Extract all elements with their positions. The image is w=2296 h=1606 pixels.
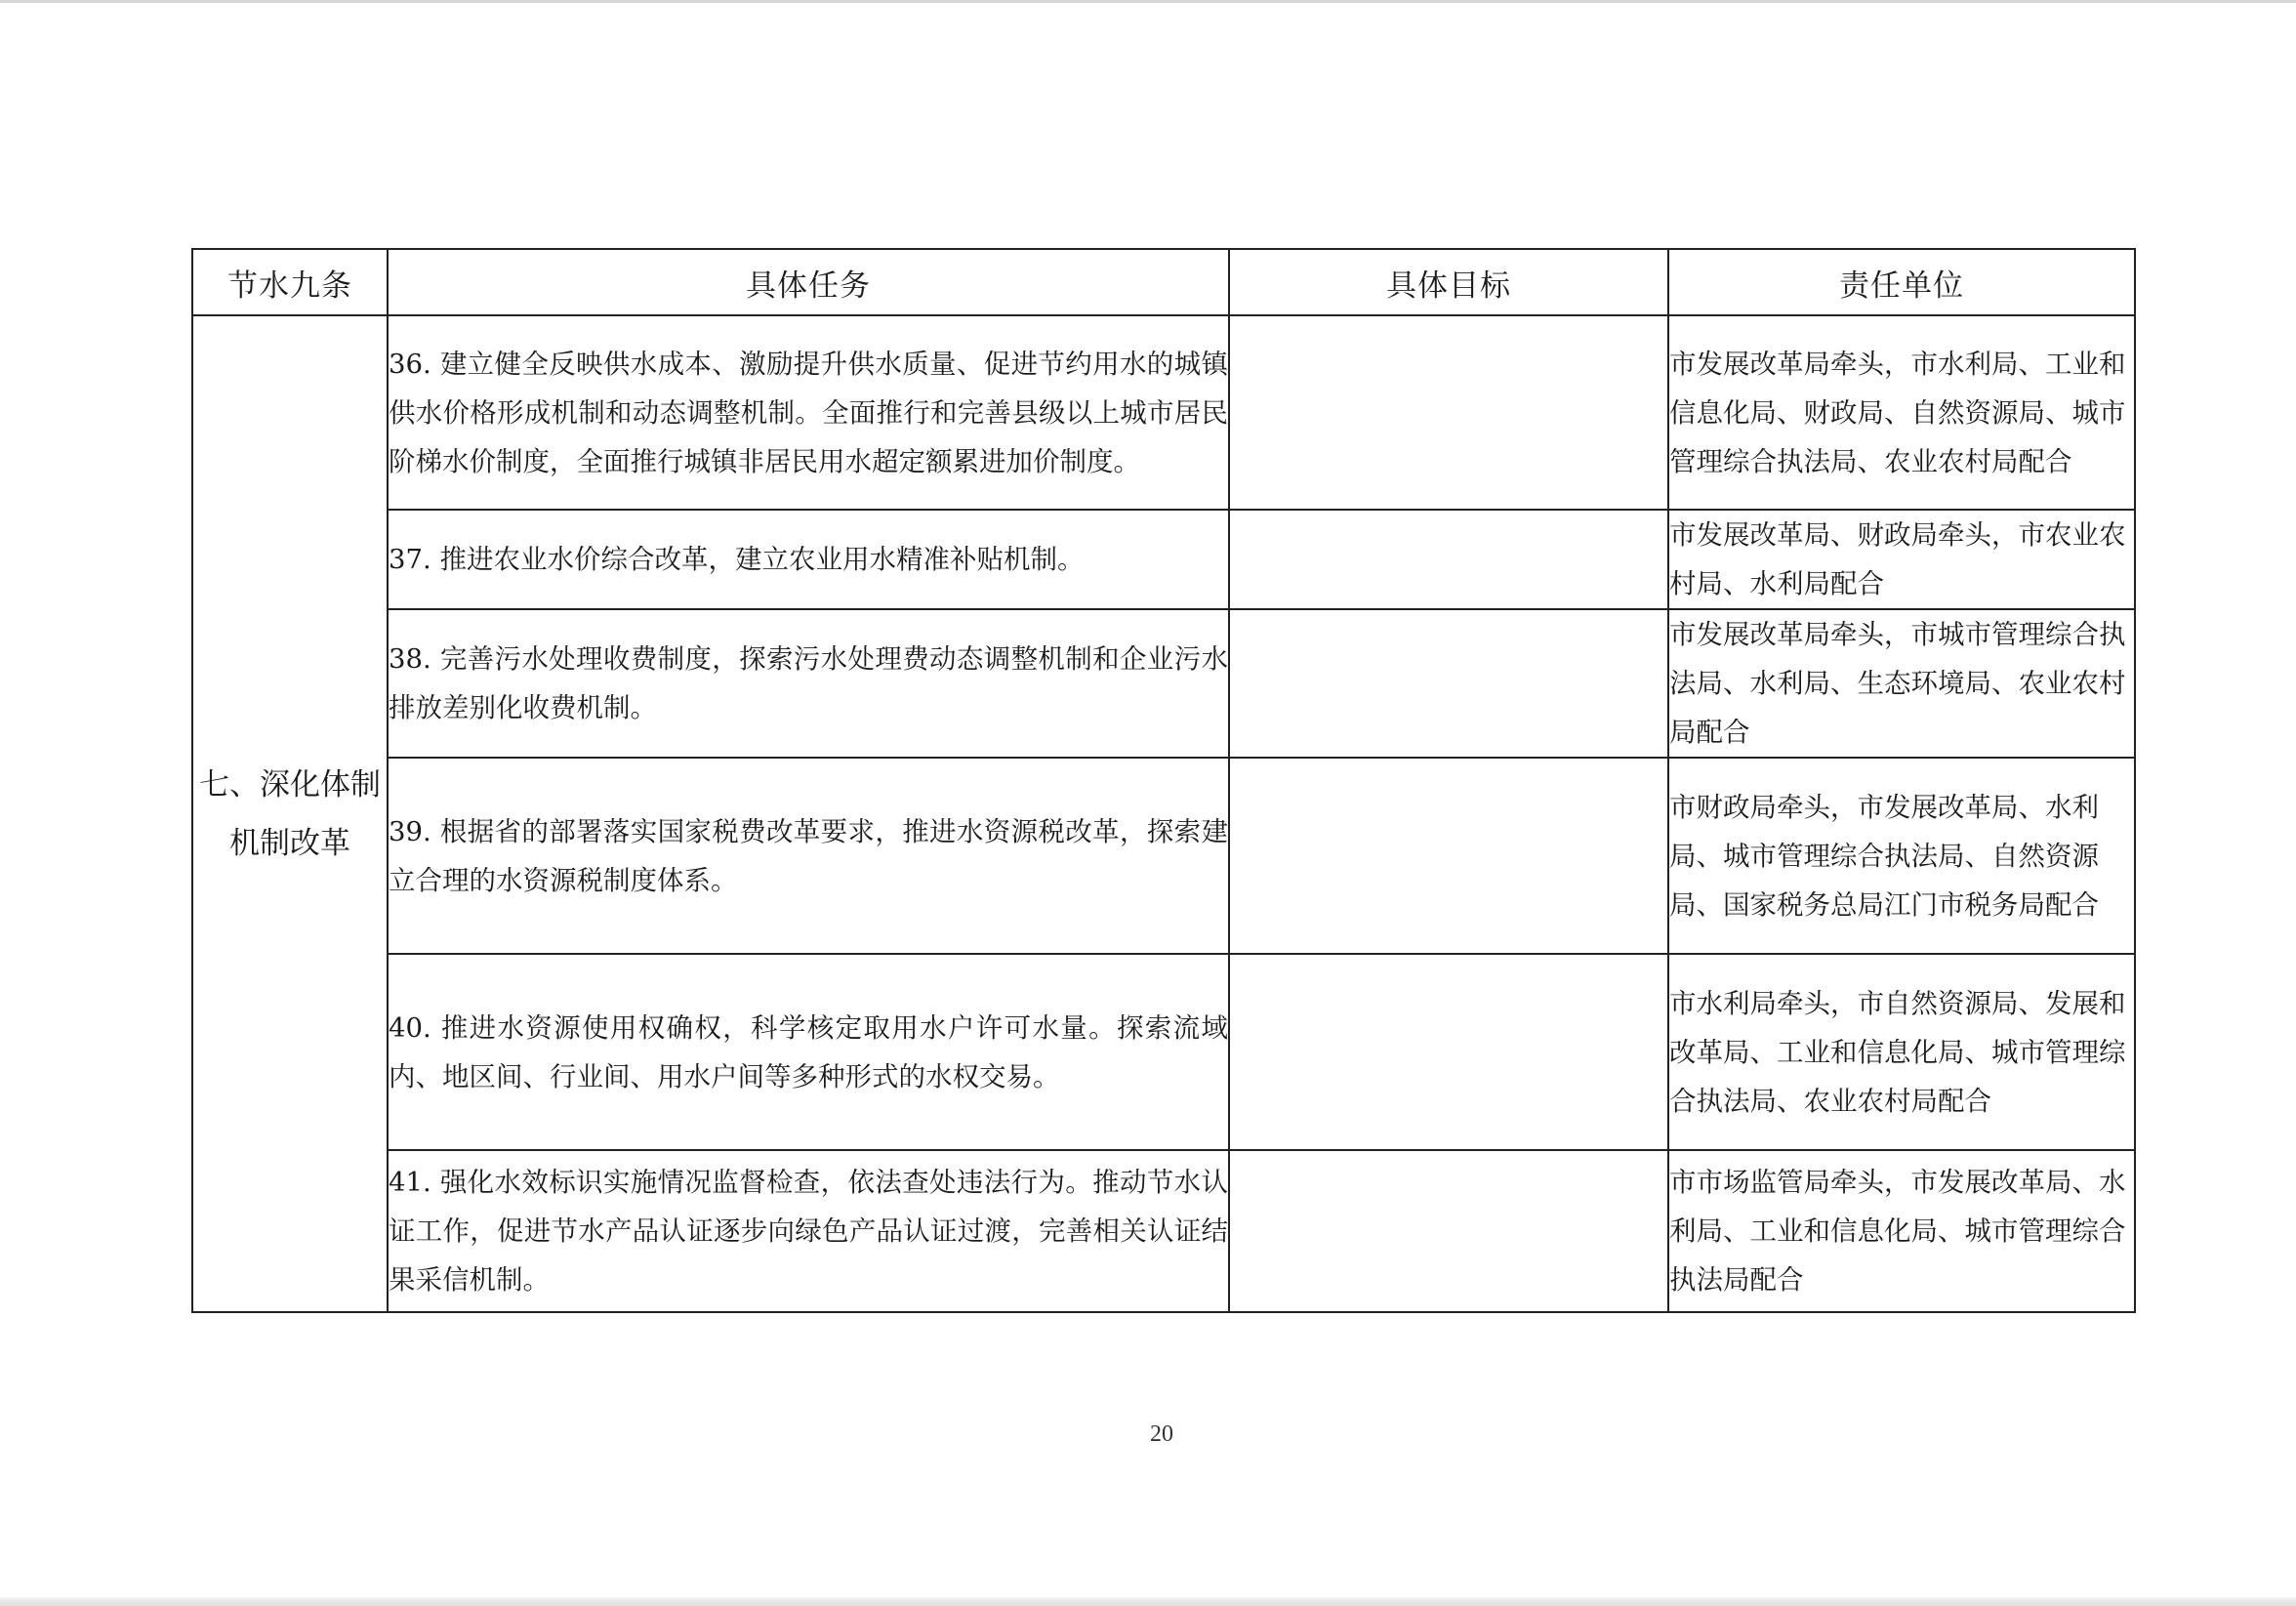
task-table: [191, 248, 2136, 1313]
responsible-cell: 市发展改革局牵头，市水利局、工业和信息化局、财政局、自然资源局、城市管理综合执法局、农业农村局配合: [1668, 315, 2135, 510]
table-row: [192, 758, 2135, 954]
responsible-cell: 市水利局牵头，市自然资源局、发展和改革局、工业和信息化局、城市管理综合执法局、农业农村局配合: [1668, 954, 2135, 1150]
target-cell: [1229, 758, 1668, 954]
page-edge-bottom: [0, 1597, 2296, 1606]
table-row: [192, 510, 2135, 609]
target-cell: [1229, 1150, 1668, 1312]
group-label: 七、深化体制机制改革: [192, 315, 388, 1312]
header-responsible: 责任单位: [1668, 249, 2135, 315]
page-number: 20: [1150, 1421, 1173, 1447]
target-cell: [1229, 609, 1668, 758]
table-row: [192, 315, 2135, 510]
responsible-cell: 市市场监管局牵头，市发展改革局、水利局、工业和信息化局、城市管理综合执法局配合: [1668, 1150, 2135, 1312]
target-cell: [1229, 954, 1668, 1150]
task-cell: 36. 建立健全反映供水成本、激励提升供水质量、促进节约用水的城镇供水价格形成机制和动态调整机制。全面推行和完善县级以上城市居民阶梯水价制度，全面推行城镇非居民用水超定额累进加价制度。: [388, 315, 1229, 510]
table-row: [192, 954, 2135, 1150]
target-cell: [1229, 510, 1668, 609]
task-cell: 40. 推进水资源使用权确权，科学核定取用水户许可水量。探索流域内、地区间、行业间、用水户间等多种形式的水权交易。: [388, 954, 1229, 1150]
table-row: [192, 1150, 2135, 1312]
task-cell: 41. 强化水效标识实施情况监督检查，依法查处违法行为。推动节水认证工作，促进节水产品认证逐步向绿色产品认证过渡，完善相关认证结果采信机制。: [388, 1150, 1229, 1312]
task-cell: 38. 完善污水处理收费制度，探索污水处理费动态调整机制和企业污水排放差别化收费机制。: [388, 609, 1229, 758]
responsible-cell: 市财政局牵头，市发展改革局、水利局、城市管理综合执法局、自然资源局、国家税务总局江门市税务局配合: [1668, 758, 2135, 954]
task-cell: 39. 根据省的部署落实国家税费改革要求，推进水资源税改革，探索建立合理的水资源税制度体系。: [388, 758, 1229, 954]
header-category: 节水九条: [192, 249, 388, 315]
table-header-row: [192, 249, 2135, 315]
responsible-cell: 市发展改革局、财政局牵头，市农业农村局、水利局配合: [1668, 510, 2135, 609]
header-target: 具体目标: [1229, 249, 1668, 315]
header-task: 具体任务: [388, 249, 1229, 315]
responsible-cell: 市发展改革局牵头，市城市管理综合执法局、水利局、生态环境局、农业农村局配合: [1668, 609, 2135, 758]
target-cell: [1229, 315, 1668, 510]
task-cell: 37. 推进农业水价综合改革，建立农业用水精准补贴机制。: [388, 510, 1229, 609]
page-edge-top: [0, 0, 2296, 3]
table-row: [192, 609, 2135, 758]
